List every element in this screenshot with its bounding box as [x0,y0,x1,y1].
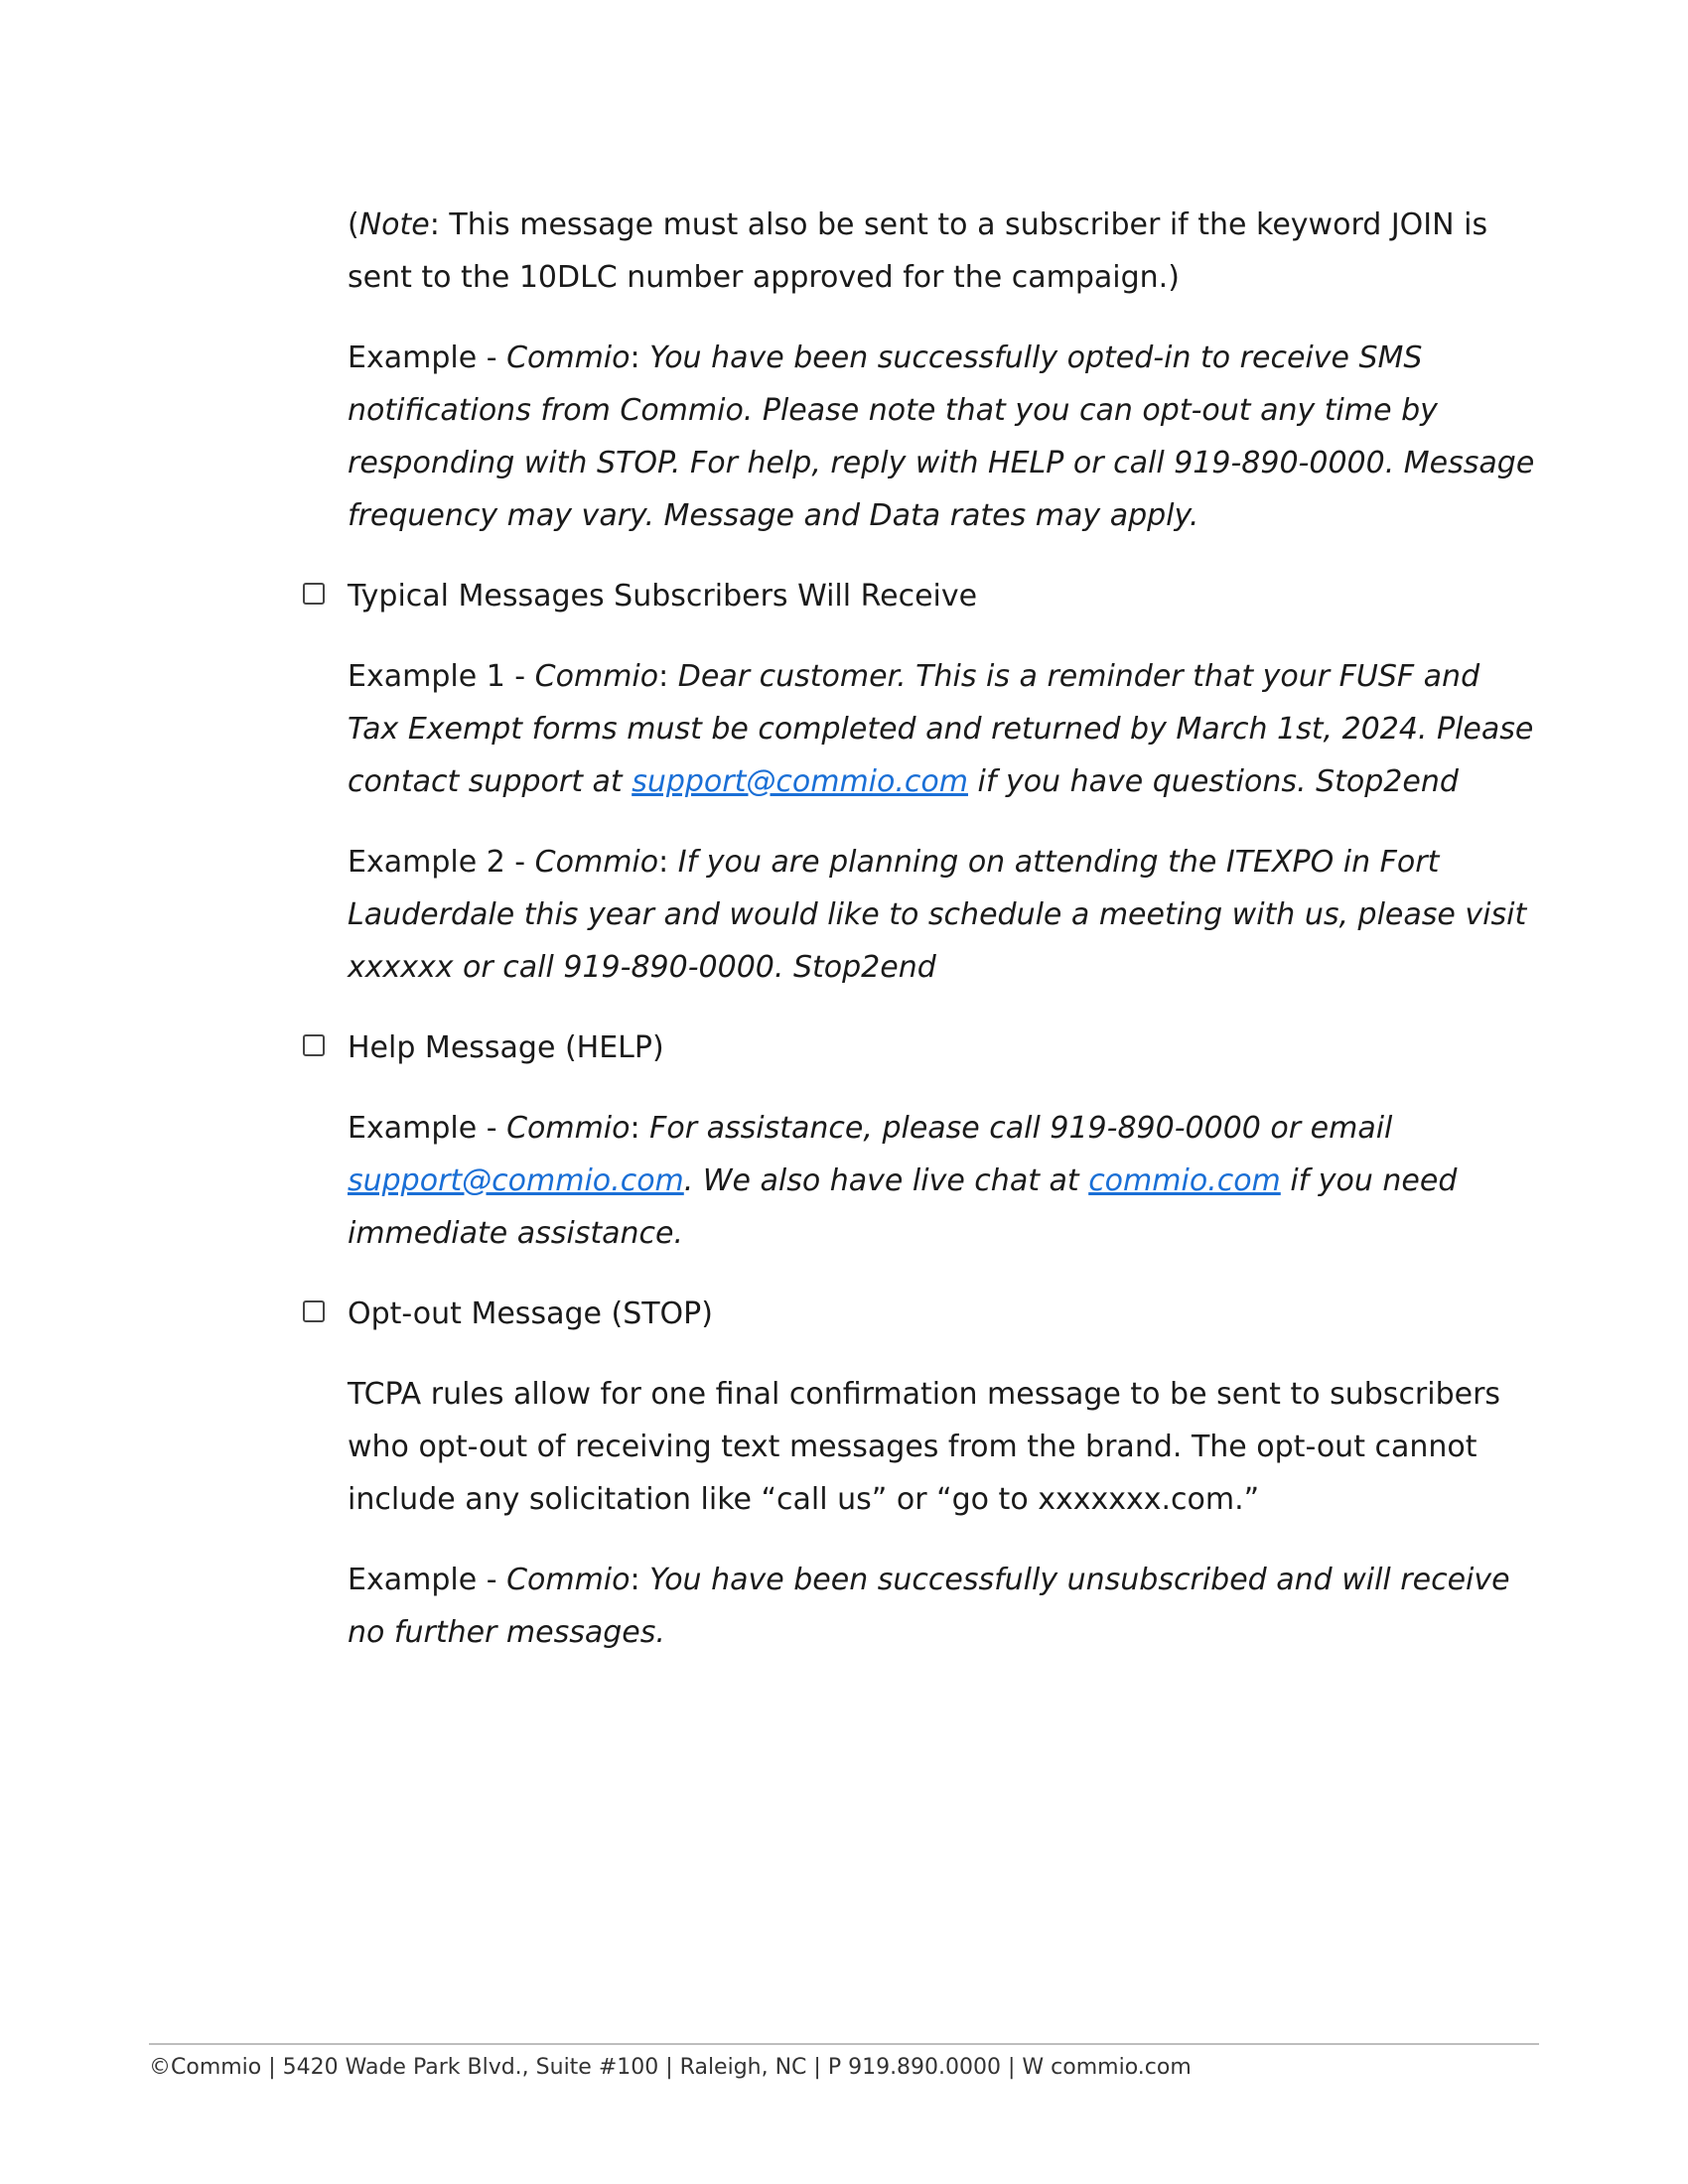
optout-message-heading: Opt-out Message (STOP) [348,1297,713,1331]
optin-example: Example - Commio: You have been successfully opted-in to receive SMS notifications from Commio. Please note that you can opt-out any time by responding with STOP. For help, reply with HELP or call 919-890-0000. Message frequency may vary. Message and Data rates may apply. [348,341,1535,533]
help-message-heading: Help Message (HELP) [348,1030,664,1065]
help-message-checkbox[interactable] [303,1034,325,1056]
typical-example-1: Example 1 - Commio: Dear customer. This is a reminder that your FUSF and Tax Exempt forms must be completed and returned by March 1st, 2024. Please contact support at support@commio.com if you have questions. Stop2end [348,659,1534,799]
note-paragraph: (Note: This message must also be sent to a subscriber if the keyword JOIN is sent to the 10DLC number approved for the campaign.) [348,207,1488,295]
note-text: : This message must also be sent to a subscriber if the keyword JOIN is sent to the 10DLC number approved for the campaign.) [348,207,1488,295]
brand-name: Commio [534,845,659,880]
help-message-item [348,1022,1539,1074]
document-body [348,199,1539,1687]
tcpa-rules-paragraph: TCPA rules allow for one final confirmation message to be sent to subscribers who opt-out of receiving text messages from the brand. The opt-out cannot include any solicitation like “call us” or “go to xxxxxxx.com.” [348,1377,1501,1517]
note-label: Note [358,207,430,242]
optout-example: Example - Commio: You have been successfully unsubscribed and will receive no further messages. [348,1563,1510,1650]
page-footer: ©Commio | 5420 Wade Park Blvd., Suite #100 | Raleigh, NC | P 919.890.0000 | W commio.com [149,2055,1192,2080]
footer-divider [149,2043,1539,2045]
commio-website-link[interactable]: commio.com [1088,1163,1281,1198]
brand-name: Commio [506,1563,631,1597]
typical-messages-checkbox[interactable] [303,583,325,605]
optout-message-item [348,1288,1539,1340]
optin-message: You have been successfully opted-in to receive SMS notifications from Commio. Please note that you can opt-out any time by responding with STOP. For help, reply with HELP or call 919-890-0000. Message frequency may vary. Message and Data rates may apply. [348,341,1535,533]
brand-name: Commio [506,341,631,375]
help-example: Example - Commio: For assistance, please call 919-890-0000 or email support@commio.com. We also have live chat at commio.com if you need immediate assistance. [348,1111,1458,1251]
brand-name: Commio [506,1111,631,1146]
typical-messages-heading: Typical Messages Subscribers Will Receive [348,579,978,614]
support-email-link[interactable]: support@commio.com [632,764,968,799]
brand-name: Commio [534,659,659,694]
typical-example-2: Example 2 - Commio: If you are planning on attending the ITEXPO in Fort Lauderdale this year and would like to schedule a meeting with us, please visit xxxxxx or call 919-890-0000. Stop2end [348,845,1527,985]
optout-message-checkbox[interactable] [303,1300,325,1322]
typical-messages-item [348,570,1539,622]
support-email-link[interactable]: support@commio.com [348,1163,684,1198]
